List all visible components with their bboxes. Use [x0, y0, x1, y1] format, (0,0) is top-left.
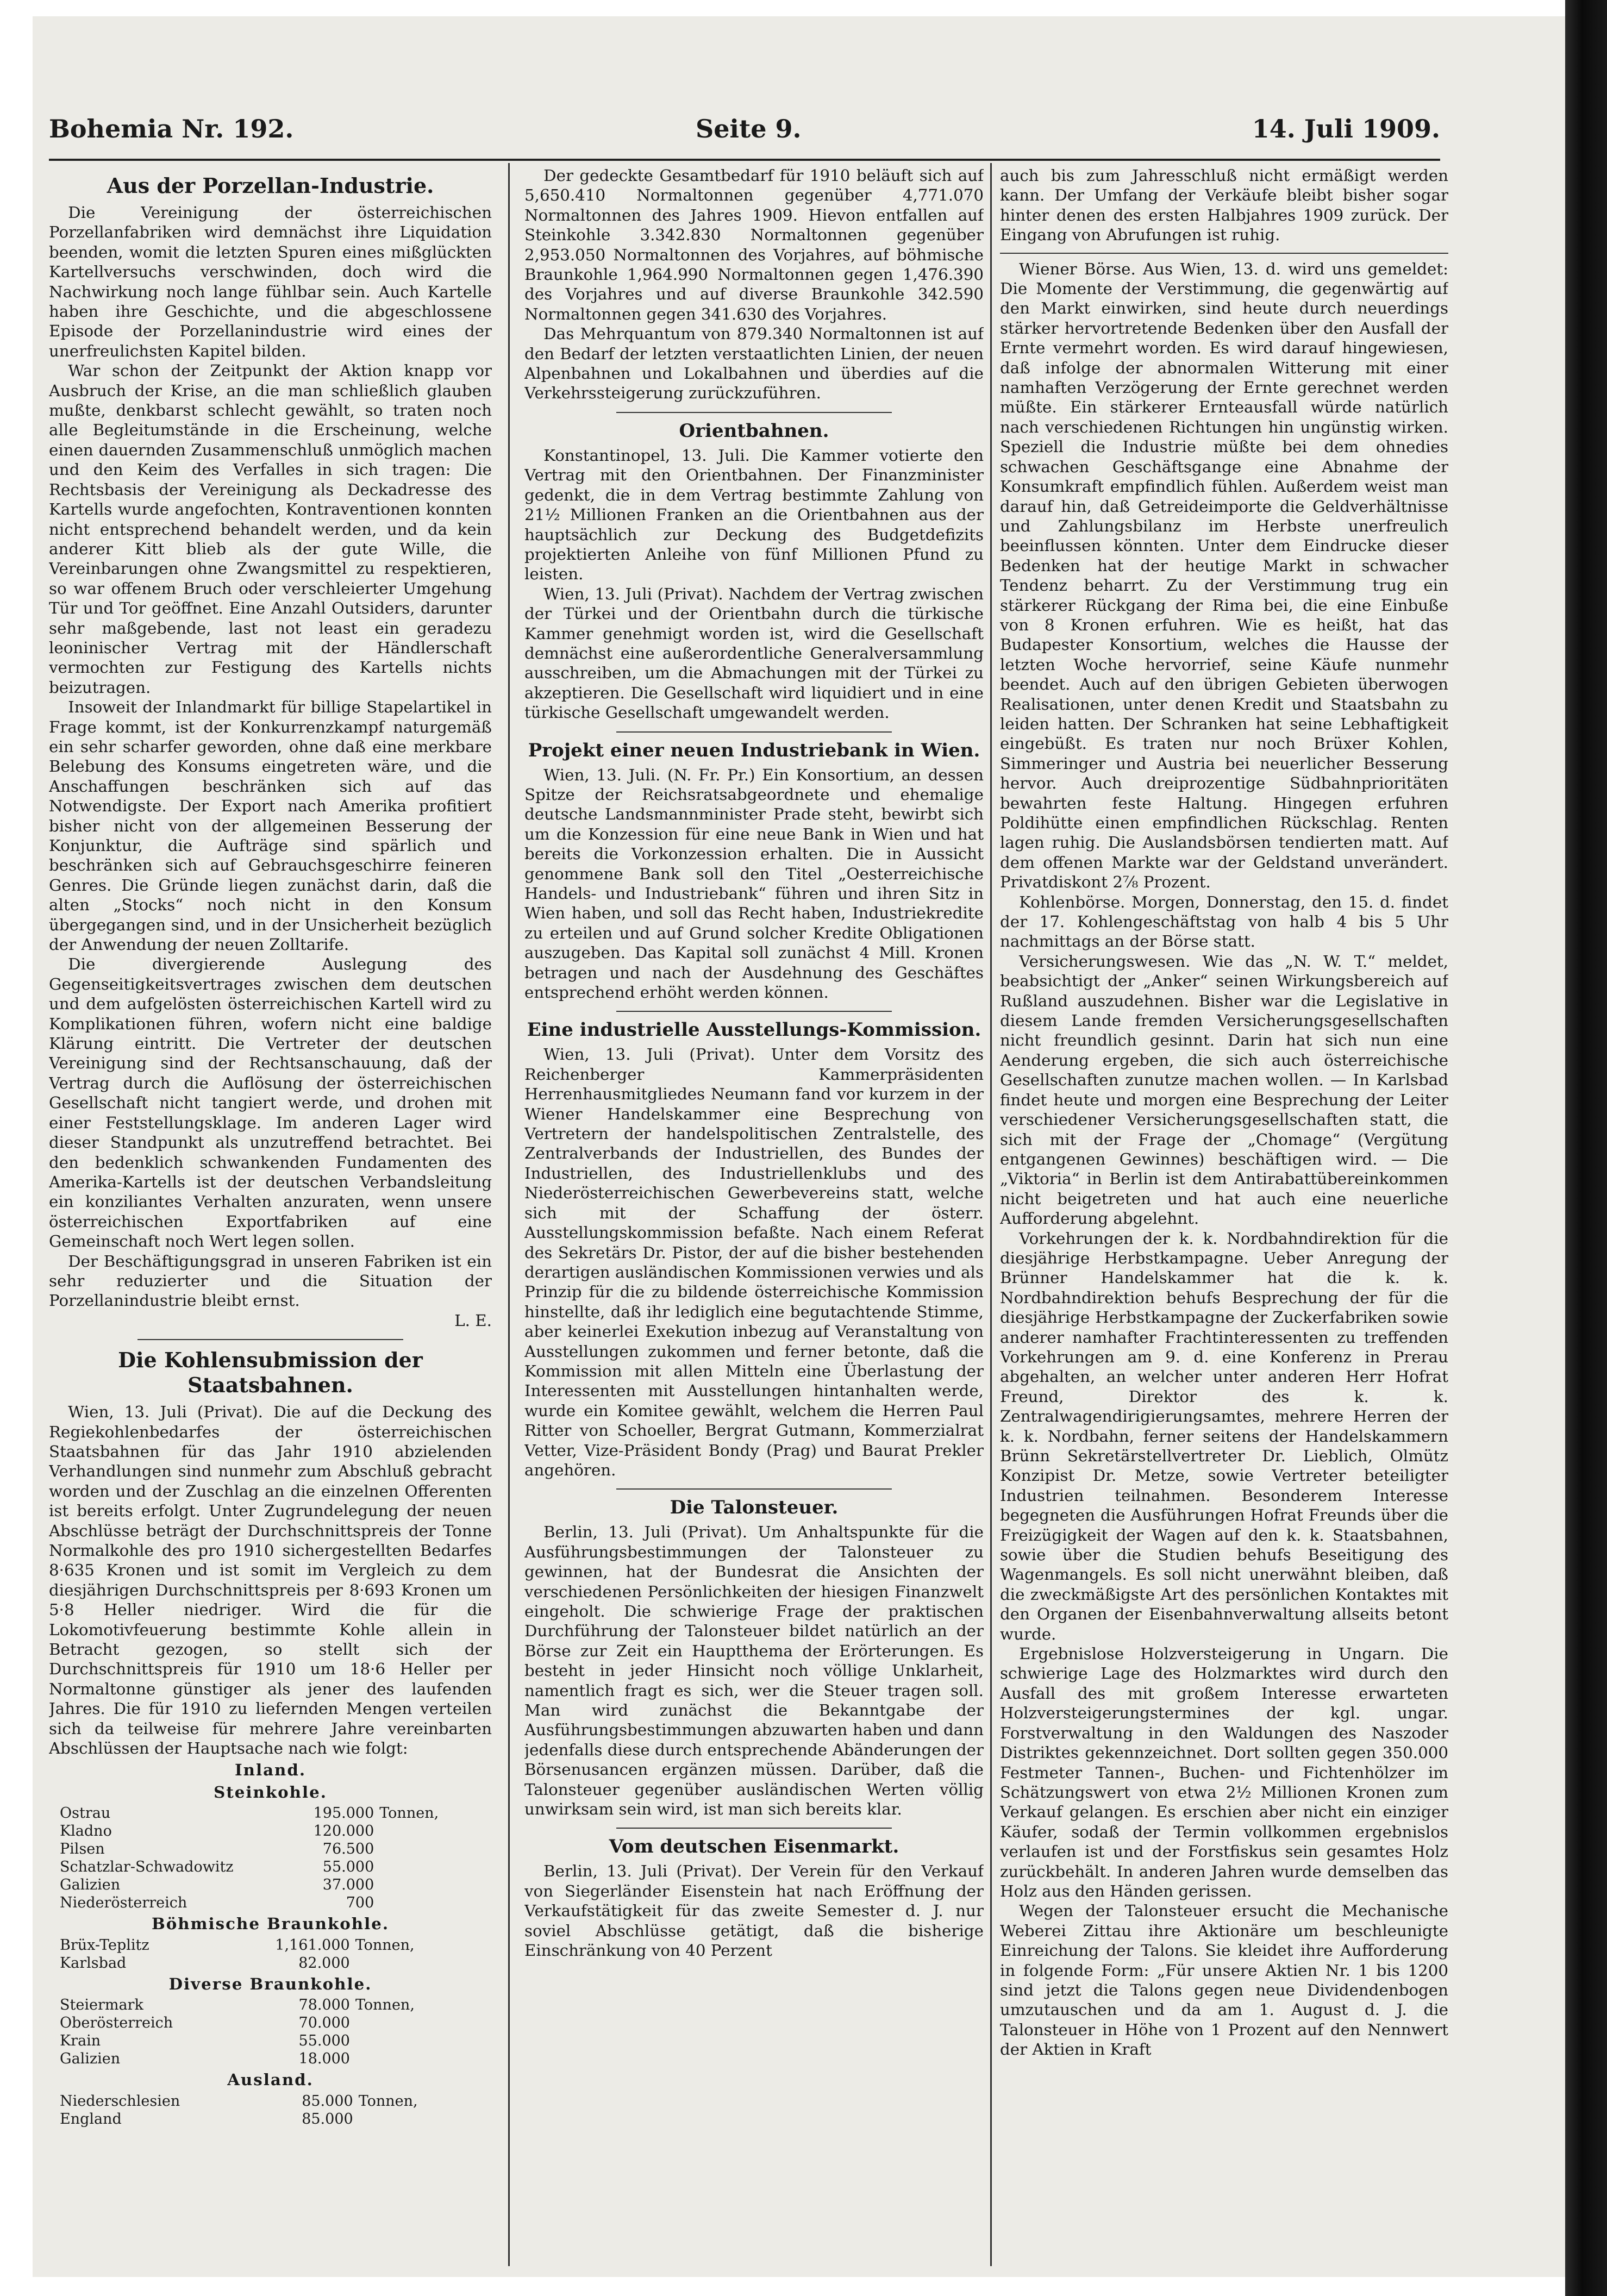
article-heading: Die Kohlensubmission der Staatsbahnen.	[118, 1348, 423, 1398]
table-cell: Karlsbad	[60, 1954, 127, 1972]
table-row	[60, 1996, 459, 2014]
table-cell: Brüx-Teplitz	[60, 1936, 149, 1954]
table-cell	[379, 1876, 458, 1894]
table-row	[60, 1858, 459, 1876]
article-paragraph: Berlin, 13. Juli (Privat). Um Anhaltspunkte für die Ausführungsbestimmungen der Talonsteuer zu gewinnen, hat der Bundesrat die Ansichten der verschiedenen Persönlichkeiten der hiesigen Finanzwelt eingeholt. Die schwierige Frage der praktischen Durchführung der Talonsteuer bildet natürlich an der Börse zur Zeit ein Hauptthema der Erörterungen. Es besteht in jeder Hinsicht noch völlige Unklarheit, namentlich fragt es sich, wer die Steuer tragen soll. Man wird zunächst die Bekanntgabe der Ausführungsbestimmungen abzuwarten haben und dann jedenfalls diese durch entsprechende Abänderungen der Börsenusancen ergänzen müssen. Darüber, daß die Talonsteuer gegenüber ausländischen Werten völlig unwirksam sein wird, ist man sich bereits klar.	[524, 1523, 984, 1819]
article-paragraph: Wiener Börse. Aus Wien, 13. d. wird uns gemeldet: Die Momente der Verstimmung, die gegenwärtig auf den Markt einwirken, sind heute durch neuerdings stärker hervortretende Bedenken über den Ausfall der Ernte vermehrt worden. Es wird darauf hingewiesen, daß infolge der abnormalen Witterung mit einer namhaften Verzögerung der Ernte gerechnet werden müßte. Ein stärkerer Ernteausfall würde natürlich nach verschiedenen Richtungen hin ungünstig wirken. Speziell die Industrie müßte bei dem ohnedies schwachen Geschäftsgange eine Abnahme der Konsumkraft empfindlich fühlen. Außerdem weist man darauf hin, daß Getreideimporte die Geldverhältnisse und Zahlungsbilanz im Herbste unerfreulich beeinflussen könnten. Unter dem Eindrucke dieser Bedenken hat der heutige Markt in schwacher Tendenz beharrt. Zu der Verstimmung trug ein stärkerer Rückgang der Rima bei, die eine Einbuße von 8 Kronen erfuhren. Wie es heißt, hat das Budapester Konsortium, welches die Hausse der letzten Woche hervorrief, seine Käufe nunmehr beendet. Auch auf den übrigen Gebieten überwogen Realisationen, unter denen Kredit und Staatsbahn zu leiden hatten. Der Schranken hat seine Lebhaftigkeit eingebüßt. Es traten nur noch Brüxer Kohlen, Simmeringer und Austria bei neuerlicher Besserung hervor. Auch dreiprozentige Südbahnprioritäten bewahrten feste Haltung. Hingegen erfuhren Poldihütte einen empfindlichen Rückschlag. Renten lagen ruhig. Die Auslandsbörsen tendierten matt. Auf dem offenen Markte war der Geldstand unverändert. Privatdiskont 2⅞ Prozent.	[1000, 259, 1448, 892]
header-newspaper-issue: Bohemia Nr. 192.	[49, 114, 294, 143]
table-cell	[379, 1822, 458, 1840]
column-2	[524, 166, 984, 2263]
table-cell: Ostrau	[60, 1805, 111, 1822]
article-paragraph: Insoweit der Inlandmarkt für billige Stapelartikel in Frage kommt, ist der Konkurrenzkampf naturgemäß ein sehr scharfer geworden, ohne daß eine merkbare Belebung des Konsums eingetreten wäre, und die Anschaffungen beschränken sich auf das Notwendigste. Der Export nach Amerika profitiert bisher nicht von der allgemeinen Besserung der Konjunktur, die Aufträge sind spärlich und beschränken sich auf Gebrauchsgeschirre feineren Genres. Die Gründe liegen zunächst darin, daß die alten „Stocks“ noch nicht in den Konsum übergegangen sind, und in der Unsicherheit bezüglich der Anwendung der neuen Zolltarife.	[49, 698, 492, 954]
article-paragraph: Der gedeckte Gesamtbedarf für 1910 beläuft sich auf 5,650.410 Normaltonnen gegenüber 4,771.070 Normaltonnen des Jahres 1909. Hievon entfallen auf Steinkohle 3.342.830 Normaltonnen gegenüber 2,953.050 Normaltonnen des Vorjahres, auf böhmische Braunkohle 1,964.990 Normaltonnen gegen 1,476.390 des Vorjahres und auf diverse Braunkohle 342.590 Normaltonnen gegen 341.630 des Vorjahres.	[524, 166, 984, 323]
header-rule	[49, 159, 1440, 161]
table-row	[60, 1822, 459, 1840]
article-paragraph: Der Beschäftigungsgrad in unseren Fabriken ist ein sehr reduzierter und die Situation der Porzellanindustrie bleibt ernst.	[49, 1252, 492, 1310]
table-cell	[379, 1858, 458, 1876]
table-cell: 700	[346, 1894, 374, 1912]
table-cell: 18.000	[298, 2050, 350, 2068]
article-heading: Aus der Porzellan-Industrie.	[107, 173, 434, 198]
table-row	[60, 2110, 459, 2128]
table-cell: Krain	[60, 2032, 101, 2050]
article-heading: Die Talonsteuer.	[670, 1497, 839, 1519]
article-paragraph: Die divergierende Auslegung des Gegenseitigkeitsvertrages zwischen dem deutschen und dem aufgelösten österreichischen Kartell wird zu Komplikationen führen, wofern nicht eine baldige Klärung eintritt. Die Vertreter der deutschen Vereinigung sind der Rechtsanschauung, daß der Vertrag durch die Auflösung der österreichischen Gesellschaft nicht tangiert werde, und drohen mit einer Feststellungsklage. Im anderen Lager wird dieser Standpunkt als unzutreffend betrachtet. Bei den bedenklich schwankenden Fundamenten des Amerika-Kartells ist der deutschen Verbandsleitung ein konziliantes Verhalten anzuraten, wenn unsere österreichischen Exportfabriken auf eine Gemeinschaft noch Wert legen sollen.	[49, 955, 492, 1251]
table-subheading: Steinkohle.	[214, 1782, 327, 1801]
article-paragraph: Vorkehrungen der k. k. Nordbahndirektion für die diesjährige Herbstkampagne. Ueber Anregung der Brünner Handelskammer hat die k. k. Nordbahndirektion behufs Besprechung der für die diesjährige Herbstkampagne der Zuckerfabriken sowie anderer namhafter Frachtinteressenten zu treffenden Vorkehrungen am 9. d. eine Konferenz in Prerau abgehalten, an welcher unter anderen Herr Hofrat Freund, Direktor des k. k. Zentralwagendirigierungsamtes, mehrere Herren der k. k. Nordbahn, ferner seitens der Handelskammern Brünn Sekretärstellvertreter Dr. Lieblich, Olmütz Konzipist Dr. Metze, sowie Vertreter beteiligter Industrien teilnahmen. Besonderem Interesse begegneten die Ausführungen Hofrat Freunds über die Freizügigkeit der Wagen auf den k. k. Staatsbahnen, sowie über die Studien behufs Beseitigung des Wagenmangels. Es soll nicht unerwähnt bleiben, daß die zweckmäßigste Art des persönlichen Kontaktes mit den Organen der Eisenbahnverwaltung allseits betont wurde.	[1000, 1229, 1448, 1643]
article-paragraph: Wien, 13. Juli. (N. Fr. Pr.) Ein Konsortium, an dessen Spitze der Reichsratsabgeordnete und ehemalige deutsche Landsmannminister Prade steht, bewirbt sich um die Konzession für eine neue Bank in Wien und hat bereits die Vorkonzession erhalten. Die in Aussicht genommene Bank soll den Titel „Oesterreichische Handels- und Industriebank“ führen und ihren Sitz in Wien haben, und soll das Recht haben, Industriekredite zu erteilen und auf Grund solcher Kredite Obligationen auszugeben. Das Kapital soll zunächst 4 Mill. Kronen betragen und nach der Ausdehnung des Geschäftes entsprechend erhöht werden können.	[524, 765, 984, 1002]
article-paragraph: Wien, 13. Juli (Privat). Nachdem der Vertrag zwischen der Türkei und der Orientbahn durch die türkische Kammer genehmigt worden ist, wird die Gesellschaft demnächst eine außerordentliche Generalversammlung ausschreiben, um die Abmachungen mit der Türkei zu akzeptieren. Die Gesellschaft wird liquidiert und in eine türkische Gesellschaft umgewandelt werden.	[524, 584, 984, 722]
table-row	[60, 1804, 459, 1822]
table-cell: Kladno	[60, 1823, 112, 1840]
table-cell: 120.000	[313, 1823, 374, 1840]
article-heading: Projekt einer neuen Industriebank in Wien.	[528, 739, 980, 761]
article-paragraph: Berlin, 13. Juli (Privat). Der Verein für den Verkauf von Siegerländer Eisenstein hat nach Eröffnung der Verkaufstätigkeit für das zweite Semester d. J. nur soviel Abschlüsse getätigt, daß die bisherige Einschränkung von 40 Perzent	[524, 1862, 984, 1960]
table-cell: 85.000	[302, 2110, 353, 2128]
article-paragraph: War schon der Zeitpunkt der Aktion knapp vor Ausbruch der Krise, an die man schließlich glauben mußte, denkbarst schlecht gewählt, so traten noch alle Begleitumstände in die Erscheinung, welche einen dauernden Zusammenschluß unmöglich machen und den Keim des Verfalles in sich tragen: Die Rechtsbasis der Vereinigung als Deckadresse des Kartells wurde angefochten, Kontraventionen konnten nicht entsprechend behandelt werden, und da kein anderer Kitt blieb als der gute Wille, die Vereinbarungen ohne Zwangsmittel zu respektieren, so war offenem Bruch oder verschleierter Umgehung Tür und Tor geöffnet. Eine Anzahl Outsiders, darunter sehr maßgebende, last not least ein geradezu leoninischer Vertrag mit der Händlerschaft vermochten zur Festigung des Kartells nichts beizutragen.	[49, 361, 492, 697]
table-cell: 78.000	[298, 1997, 350, 2014]
table-cell: Steiermark	[60, 1997, 143, 2014]
article-paragraph: Ergebnislose Holzversteigerung in Ungarn. Die schwierige Lage des Holzmarktes wird durch den Ausfall des mit großem Interesse erwarteten Holzversteigerungstermines der kgl. ungar. Forstverwaltung in den Waldungen des Naszoder Distriktes gekennzeichnet. Dort sollten gegen 350.000 Festmeter Tannen-, Buchen- und Fichtenhölzer im Schätzungswert von etwa 2½ Millionen Kronen zum Verkauf gelangen. Es erschien aber nicht ein einziger Käufer, sodaß der Termin vollkommen ergebnislos verlaufen ist und der Forstfiskus sein gesamtes Holz zurückbehält. In anderen Jahren wurde demselben das Holz aus den Händen gerissen.	[1000, 1644, 1448, 1900]
table-row	[60, 1936, 459, 1954]
table-cell: Tonnen,	[355, 1997, 415, 2014]
table-cell: 195.000	[313, 1805, 374, 1822]
coal-table-ausland	[60, 2092, 459, 2128]
table-cell: Tonnen,	[358, 2092, 418, 2110]
column-3	[1000, 166, 1448, 2263]
table-cell: 85.000	[302, 2092, 353, 2110]
article-paragraph: auch bis zum Jahresschluß nicht ermäßigt werden kann. Der Umfang der Verkäufe bleibt bisher sogar hinter denen des ersten Halbjahres 1909 zurück. Der Eingang von Abrufungen ist ruhig.	[1000, 166, 1448, 245]
coal-table-steinkohle	[60, 1804, 459, 1912]
table-subheading: Diverse Braunkohle.	[168, 1974, 372, 1993]
table-cell	[355, 1954, 459, 1972]
table-cell: Niederösterreich	[60, 1894, 187, 1912]
column-divider	[990, 163, 992, 2266]
article-paragraph: Das Mehrquantum von 879.340 Normaltonnen ist auf den Bedarf der letzten verstaatlichten Linien, der neuen Alpenbahnen und Lokalbahnen und überdies auf die Verkehrssteigerung zurückzuführen.	[524, 324, 984, 403]
table-cell: Oberösterreich	[60, 2015, 173, 2032]
article-paragraph: Kohlenbörse. Morgen, Donnerstag, den 15. d. findet der 17. Kohlengeschäftstag von halb 4 bis 5 Uhr nachmittags an der Börse statt.	[1000, 892, 1448, 951]
table-cell	[359, 2110, 459, 2128]
article-paragraph: Wien, 13. Juli (Privat). Unter dem Vorsitz des Reichenberger Kammerpräsidenten Herrenhausmitgliedes Neumann fand vor kurzem in der Wiener Handelskammer eine Besprechung von Vertretern der handelspolitischen Zentralstelle, des Zentralverbands der Industriellen, des Bundes der Industriellen, des Industriellenklubs und des Niederösterreichischen Gewerbevereins statt, welche sich mit der Schaffung der österr. Ausstellungskommission befaßte. Nach einem Referat des Sekretärs Dr. Pistor, der auf die bisher bestehenden derartigen ausländischen Kommissionen verwies und als Prinzip für die zu bildende österreichische Kommission hinstellte, daß ihr lediglich eine begutachtende Stimme, aber keinerlei Exekution inbezug auf Veranstaltung von Ausstellungen zukommen und ferner betonte, daß die Kommission mit allen Mitteln eine Überlastung der Interessenten mit Ausstellungen hintanhalten werde, wurde ein Komitee gewählt, welchem die Herren Paul Ritter von Schoeller, Bergrat Gutmann, Kommerzialrat Vetter, Vize-Präsident Bondy (Prag) und Baurat Prekler angehören.	[524, 1045, 984, 1479]
table-cell: 76.500	[322, 1841, 374, 1858]
table-row	[60, 2032, 459, 2050]
table-cell: 82.000	[298, 1954, 350, 1972]
table-row	[60, 2014, 459, 2032]
table-cell: 55.000	[322, 1859, 374, 1876]
table-row	[60, 2092, 459, 2110]
table-row	[60, 1954, 459, 1972]
article-separator	[616, 1488, 892, 1490]
table-subheading: Böhmische Braunkohle.	[151, 1914, 390, 1934]
table-cell: England	[60, 2110, 122, 2128]
table-cell: 70.000	[298, 2015, 350, 2032]
table-cell: 37.000	[322, 1876, 374, 1894]
article-separator	[616, 412, 892, 413]
article-paragraph: Konstantinopel, 13. Juli. Die Kammer votierte den Vertrag mit den Orientbahnen. Der Finanzminister gedenkt, die in dem Vertrag bestimmte Zahlung von 21½ Millionen Franken an die Orientbahnen aus der hauptsächlich zur Deckung des Budgetdefizits projektierten Anleihe von fünf Millionen Pfund zu leisten.	[524, 446, 984, 584]
table-row	[60, 1894, 459, 1912]
article-separator	[1000, 253, 1448, 254]
page-binding-edge	[1565, 0, 1607, 2296]
table-cell: 1,161.000	[275, 1936, 350, 1954]
column-1	[49, 166, 492, 2253]
table-cell: Tonnen,	[355, 1936, 415, 1954]
table-cell: Galizien	[60, 2050, 121, 2068]
table-section-heading: Inland.	[234, 1760, 307, 1780]
table-cell	[379, 1894, 458, 1912]
article-separator	[616, 731, 892, 733]
table-row	[60, 2050, 459, 2068]
table-section-heading: Ausland.	[227, 2070, 314, 2089]
header-page-number: Seite 9.	[696, 114, 802, 143]
page-header	[49, 114, 1440, 152]
table-cell: Galizien	[60, 1876, 121, 1894]
article-heading: Vom deutschen Eisenmarkt.	[609, 1836, 899, 1858]
article-heading: Eine industrielle Ausstellungs-Kommission.	[527, 1019, 981, 1041]
table-row	[60, 1840, 459, 1858]
article-signature: L. E.	[454, 1311, 492, 1330]
article-separator	[137, 1339, 403, 1340]
table-cell: Pilsen	[60, 1841, 105, 1858]
article-paragraph: Die Vereinigung der österreichischen Porzellanfabriken wird demnächst ihre Liquidation beenden, womit die letzten Spuren eines mißglückten Kartellversuchs verschwinden, doch wird die Nachwirkung noch lange fühlbar sein. Auch Kartelle haben ihre Geschichte, und die abgeschlossene Episode der Porzellanindustrie wird eines der unerfreulichsten Kapitel bilden.	[49, 203, 492, 360]
coal-table-diverse	[60, 1996, 459, 2068]
coal-table-boehmische	[60, 1936, 459, 1972]
article-paragraph: Versicherungswesen. Wie das „N. W. T.“ meldet, beabsichtigt der „Anker“ seinen Wirkungsbereich auf Rußland auszudehnen. Bisher war die Legislative in diesem Lande fremden Versicherungsgesellschaften nicht freundlich gesinnt. Darin hat sich nun eine Aenderung ergeben, die sich auch österreichische Gesellschaften zunutze machen wollen. — In Karlsbad findet heute und morgen eine Besprechung der Leiter verschiedener Versicherungsgesellschaften statt, die sich mit der Frage der „Chomage“ (Vergütung entgangenen Gewinnes) beschäftigen wird. — Die „Viktoria“ in Berlin ist dem Antirabattübereinkommen nicht beigetreten und hat auch eine neuerliche Aufforderung abgelehnt.	[1000, 952, 1448, 1228]
header-date: 14. Juli 1909.	[1252, 114, 1440, 143]
article-paragraph: Wegen der Talonsteuer ersucht die Mechanische Weberei Zittau ihre Aktionäre um beschleunigte Einreichung der Talons. Sie kleidet ihre Aufforderung in folgende Form: „Für unsere Aktien Nr. 1 bis 1200 sind jetzt die Talons gegen neue Dividendenbogen umzutauschen und da am 1. August d. J. die Talonsteuer in Höhe von 1 Prozent auf den Nennwert der Aktien in Kraft	[1000, 1901, 1448, 2059]
column-divider	[508, 163, 510, 2266]
article-heading: Orientbahnen.	[679, 420, 829, 442]
table-cell	[355, 2014, 459, 2032]
table-cell: Tonnen,	[379, 1805, 439, 1822]
table-cell: Schatzlar-Schwadowitz	[60, 1859, 234, 1876]
article-separator	[616, 1011, 892, 1012]
table-row	[60, 1876, 459, 1894]
table-cell	[379, 1840, 458, 1858]
table-cell	[355, 2050, 459, 2068]
article-separator	[616, 1828, 892, 1829]
table-cell: Niederschlesien	[60, 2092, 180, 2110]
table-cell: 55.000	[298, 2032, 350, 2050]
article-paragraph: Wien, 13. Juli (Privat). Die auf die Deckung des Regiekohlenbedarfes der österreichischen Staatsbahnen für das Jahr 1910 abzielenden Verhandlungen sind nunmehr zum Abschluß gebracht worden und der Zuschlag an die einzelnen Offerenten ist bereits erfolgt. Unter Zugrundelegung der neuen Abschlüsse beträgt der Durchschnittspreis der Tonne Normalkohle des pro 1910 sichergestellten Bedarfes 8·635 Kronen und ist somit im Vergleich zu dem diesjährigen Durchschnittspreis per 8·693 Kronen um 5·8 Heller niedriger. Wird die für die Lokomotivfeuerung bestimmte Kohle allein in Betracht gezogen, so stellt sich der Durchschnittspreis für 1910 um 18·6 Heller per Normaltonne günstiger als jener des laufenden Jahres. Die für 1910 zu liefernden Mengen verteilen sich da teilweise für mehrere Jahre vereinbarten Abschlüssen der Hauptsache nach wie folgt:	[49, 1403, 492, 1758]
table-cell	[355, 2032, 459, 2050]
